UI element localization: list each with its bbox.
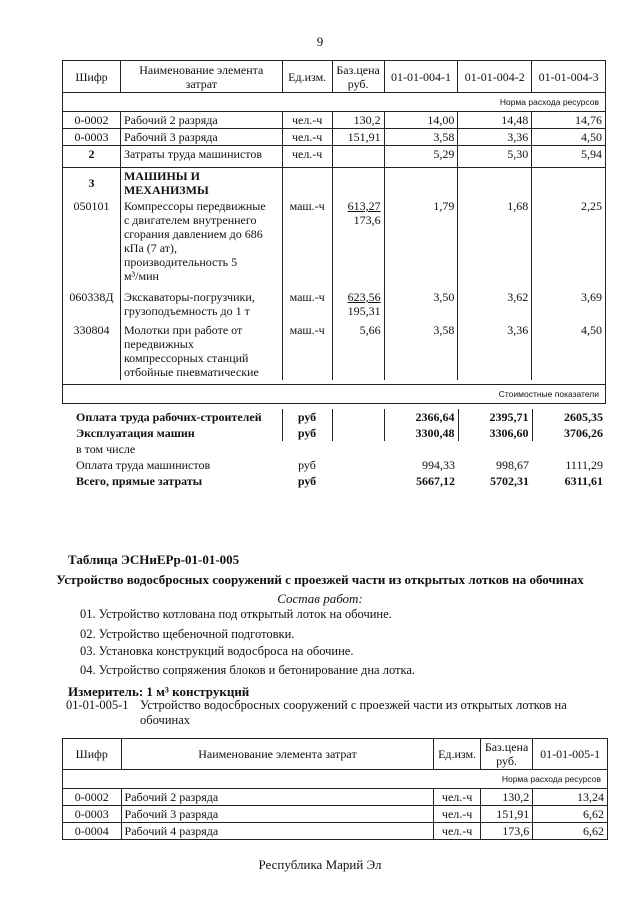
table-row — [63, 319, 606, 380]
table-row — [62, 457, 606, 473]
table-row — [62, 441, 606, 457]
cell-unit: маш.-ч — [282, 198, 332, 284]
cell-code: 0-0002 — [63, 112, 121, 129]
col-header: Ед.изм. — [434, 739, 480, 770]
cell-name: Эксплуатация машин — [62, 425, 282, 441]
table-row — [63, 129, 606, 146]
cell-code: 050101 — [63, 198, 121, 284]
cell-value: 3,58 — [384, 129, 458, 146]
work-item: 02. Устройство щебеночной подготовки. — [80, 627, 295, 641]
cell-value: 14,00 — [384, 112, 458, 129]
cell-code: 0-0004 — [63, 823, 122, 840]
col-header: Баз.цена руб. — [480, 739, 532, 770]
cell-code: 0-0003 — [63, 806, 122, 823]
cell-value: 6,62 — [533, 823, 608, 840]
cell-name: Молотки при работе от передвижных компрессорных станций отбойные пневматические — [120, 319, 282, 380]
table-title: Таблица ЭСНиЕРр-01-01-005 — [68, 552, 240, 567]
cell-price: 5,66 — [332, 319, 384, 380]
cell-value: 5,94 — [532, 146, 606, 168]
cell-value: 4,50 — [532, 129, 606, 146]
item-code: 01-01-005-1 — [66, 698, 129, 712]
cell-name: Рабочий 2 разряда — [120, 112, 282, 129]
cell-value: 5667,12 — [416, 474, 455, 488]
cell-unit: чел.-ч — [282, 146, 332, 168]
cell-value: 5,29 — [384, 146, 458, 168]
table-row — [63, 284, 606, 319]
cell-unit: руб — [282, 409, 332, 425]
col-header: 01-01-005-1 — [533, 739, 608, 770]
cell-price: 623,56 195,31 — [332, 284, 384, 319]
cell-name: Всего, прямые затраты — [76, 474, 203, 488]
cell-value: 14,48 — [458, 112, 532, 129]
cell-value: 3,58 — [384, 319, 458, 380]
cell-price — [332, 146, 384, 168]
cell-name: Компрессоры передвижные с двигателем внутреннего сгорания давлением до 686 кПа (7 ат), производительность 5 м³/мин — [120, 198, 282, 284]
cell-unit: руб — [297, 474, 317, 488]
cell-code: 2 — [63, 146, 121, 168]
cell-value: 3706,26 — [564, 426, 603, 440]
cell-value: 6311,61 — [564, 474, 603, 488]
cell-value: 4,50 — [532, 319, 606, 380]
col-header: 01-01-004-2 — [458, 61, 532, 93]
cell-value: 3,50 — [384, 284, 458, 319]
cell-name: Затраты труда машинистов — [120, 146, 282, 168]
cell-unit: чел.-ч — [434, 823, 480, 840]
resource-table-2 — [62, 738, 608, 840]
table-row — [62, 409, 606, 425]
cell-value: 3306,60 — [458, 425, 532, 441]
works-title: Состав работ: — [277, 591, 363, 606]
work-item: 03. Установка конструкций водосброса на обочине. — [80, 644, 354, 658]
cell-value: 1,79 — [384, 198, 458, 284]
cell-unit: чел.-ч — [434, 789, 480, 806]
cell-value: 2366,64 — [384, 409, 458, 425]
table-header-row — [63, 61, 606, 93]
table-row — [63, 146, 606, 168]
col-header: Наименование элемента затрат — [120, 61, 282, 93]
cell-code: 0-0003 — [63, 129, 121, 146]
cell-value: 5,30 — [458, 146, 532, 168]
item-name: Устройство водосбросных сооружений с проезжей части из открытых лотков на обочинах — [140, 698, 567, 727]
cell-unit: чел.-ч — [282, 129, 332, 146]
cell-value: 5702,31 — [490, 474, 529, 488]
table-header-row — [63, 739, 608, 770]
cell-value: 14,76 — [532, 112, 606, 129]
cell-value: 3,62 — [458, 284, 532, 319]
cell-name: Рабочий 3 разряда — [121, 806, 434, 823]
cell-name: Рабочий 2 разряда — [121, 789, 434, 806]
cost-label: Стоимостные показатели — [63, 385, 606, 404]
table-row — [63, 789, 608, 806]
cell-value: 2,25 — [532, 198, 606, 284]
section-heading: Устройство водосбросных сооружений с проезжей части из открытых лотков на обочинах — [56, 572, 584, 587]
cell-value: 3300,48 — [384, 425, 458, 441]
section-row — [63, 168, 606, 199]
cell-value: 13,24 — [533, 789, 608, 806]
page-number: 9 — [316, 34, 324, 49]
cell-value: 2605,35 — [564, 410, 603, 424]
cost-summary — [62, 409, 606, 489]
cell-unit: чел.-ч — [434, 806, 480, 823]
cell-price: 173,6 — [480, 823, 532, 840]
cell-price: 613,27 173,6 — [332, 198, 384, 284]
norm-label: Норма расхода ресурсов — [63, 93, 606, 112]
cell-value: 6,62 — [533, 806, 608, 823]
measure-unit: Измеритель: 1 м³ конструкций — [68, 684, 250, 699]
page-footer: Республика Марий Эл — [258, 857, 382, 872]
cell-code: 330804 — [63, 319, 121, 380]
cell-value: 3,69 — [532, 284, 606, 319]
cell-name: Рабочий 4 разряда — [121, 823, 434, 840]
cell-name: Оплата труда рабочих-строителей — [62, 409, 282, 425]
table-row — [63, 806, 608, 823]
norm-label: Норма расхода ресурсов — [63, 770, 608, 789]
cell-name: Экскаваторы-погрузчики, грузоподъемность до 1 т — [120, 284, 282, 319]
resource-table-1 — [62, 60, 606, 404]
cell-price: 130,2 — [332, 112, 384, 129]
cell-price: 130,2 — [480, 789, 532, 806]
cell-value: 998,67 — [496, 458, 529, 472]
col-header: Наименование элемента затрат — [121, 739, 434, 770]
cell-value: 1,68 — [458, 198, 532, 284]
section-title: МАШИНЫ И МЕХАНИЗМЫ — [120, 168, 282, 199]
cell-value: 3,36 — [458, 319, 532, 380]
cell-unit: маш.-ч — [282, 284, 332, 319]
table-row — [62, 473, 606, 489]
cell-unit: руб — [298, 458, 316, 472]
cell-value: 994,33 — [422, 458, 455, 472]
col-header: Шифр — [63, 61, 121, 93]
col-header: Баз.цена руб. — [332, 61, 384, 93]
cell-name: в том числе — [76, 442, 136, 456]
table-row — [63, 823, 608, 840]
col-header: Ед.изм. — [282, 61, 332, 93]
table-row — [63, 198, 606, 284]
col-header: 01-01-004-3 — [532, 61, 606, 93]
cell-value: 1111,29 — [565, 458, 603, 472]
col-header: Шифр — [63, 739, 122, 770]
col-header: 01-01-004-1 — [384, 61, 458, 93]
work-item: 04. Устройство сопряжения блоков и бетонирование дна лотка. — [80, 663, 416, 677]
cell-name: Рабочий 3 разряда — [120, 129, 282, 146]
cell-price: 151,91 — [332, 129, 384, 146]
table-row — [62, 425, 606, 441]
cell-value: 3,36 — [458, 129, 532, 146]
cell-value: 2395,71 — [458, 409, 532, 425]
cell-unit: маш.-ч — [282, 319, 332, 380]
work-item: 01. Устройство котлована под открытый лоток на обочине. — [80, 607, 392, 621]
cell-unit: руб — [282, 425, 332, 441]
cell-unit: чел.-ч — [282, 112, 332, 129]
table-row — [63, 112, 606, 129]
cell-price: 151,91 — [480, 806, 532, 823]
cell-code: 3 — [63, 168, 121, 199]
cell-name: Оплата труда машинистов — [76, 458, 211, 472]
cell-code: 060338Д — [63, 284, 121, 319]
cell-code: 0-0002 — [63, 789, 122, 806]
